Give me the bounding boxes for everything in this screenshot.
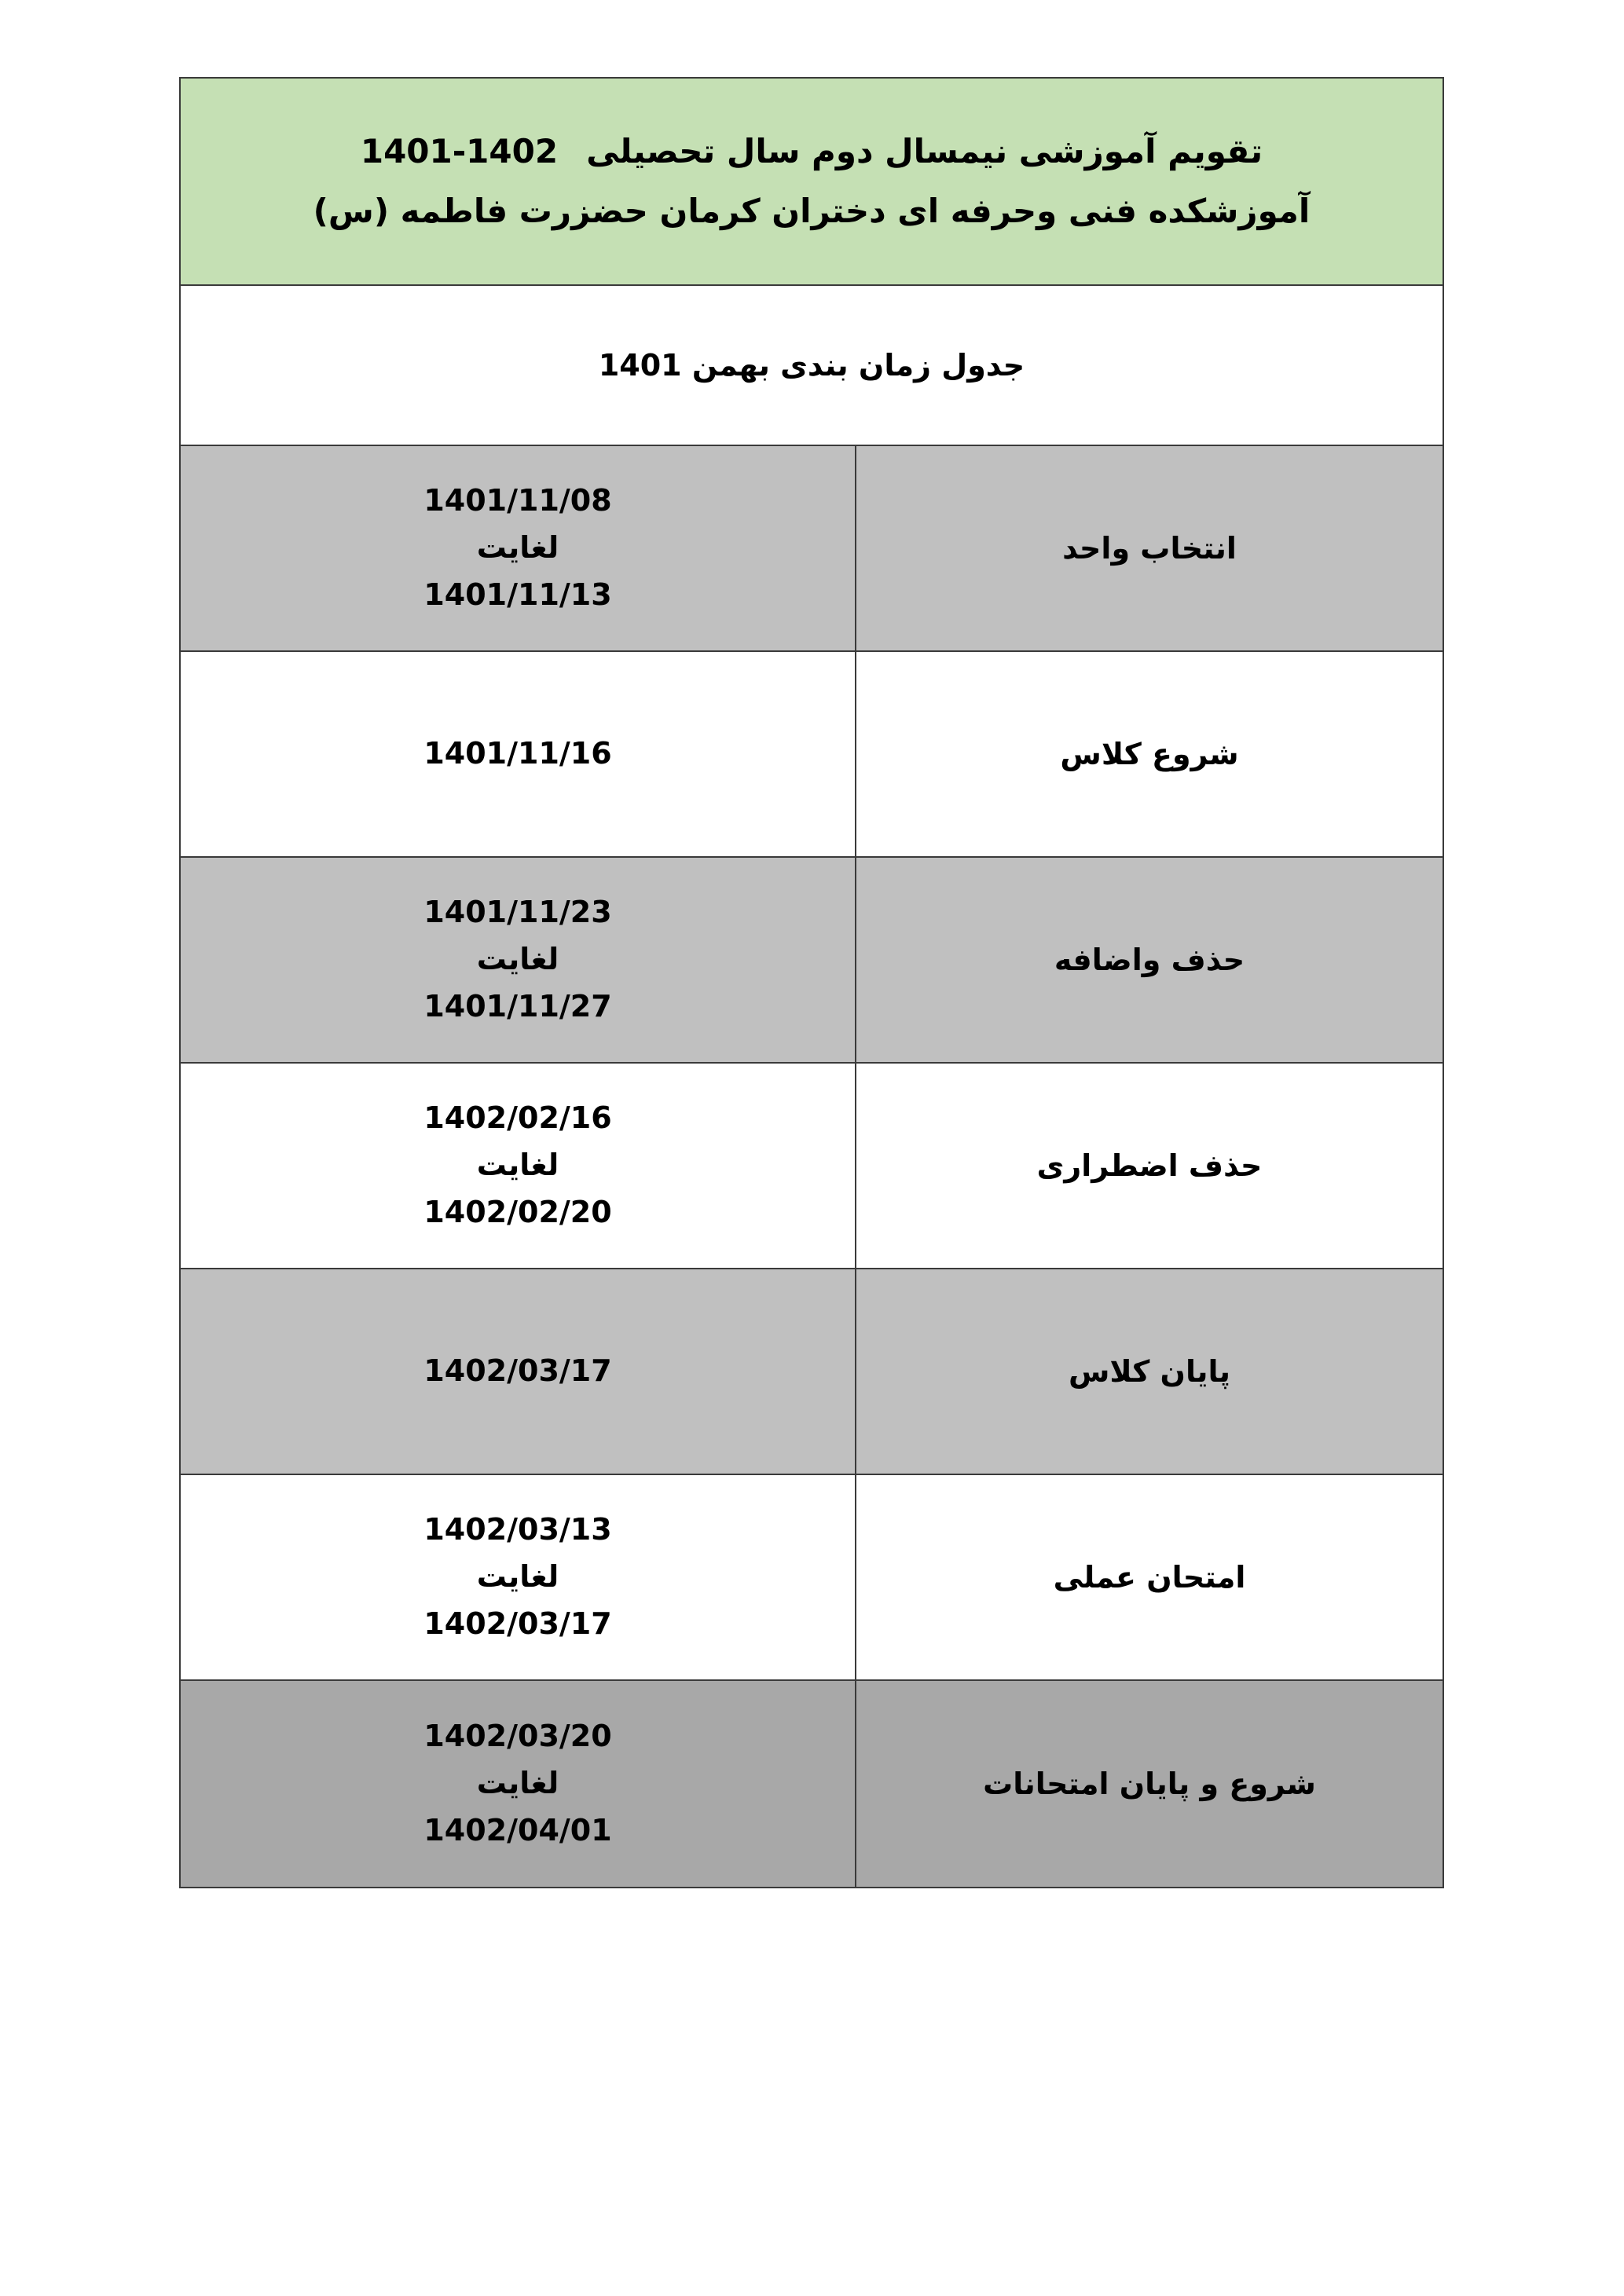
end-date: 1402/04/01 bbox=[423, 1812, 612, 1847]
event-label: انتخاب واحد bbox=[855, 446, 1443, 650]
date-cell bbox=[181, 858, 855, 1062]
date-separator: لغایت bbox=[476, 1559, 559, 1595]
date-separator: لغایت bbox=[476, 530, 559, 566]
date-cell bbox=[181, 1064, 855, 1268]
academic-calendar-table bbox=[179, 77, 1444, 1888]
table-header bbox=[181, 79, 1443, 286]
calendar-title bbox=[361, 132, 1263, 171]
table-row bbox=[181, 1269, 1443, 1475]
event-label: حذف اضطراری bbox=[855, 1064, 1443, 1268]
event-label: حذف واضافه bbox=[855, 858, 1443, 1062]
table-row bbox=[181, 1064, 1443, 1269]
event-label: شروع کلاس bbox=[855, 652, 1443, 856]
table-row bbox=[181, 858, 1443, 1064]
date-separator: لغایت bbox=[476, 1148, 559, 1183]
end-date: 1401/11/27 bbox=[423, 988, 612, 1023]
calendar-title-text: تقویم آموزشی نیمسال دوم سال تحصیلی bbox=[586, 131, 1263, 170]
date-cell bbox=[181, 1475, 855, 1679]
start-date: 1401/11/23 bbox=[423, 895, 612, 930]
start-date: 1402/03/13 bbox=[423, 1512, 612, 1547]
schedule-subtitle: جدول زمان بندی بهمن 1401 bbox=[181, 286, 1443, 446]
event-label: پایان کلاس bbox=[855, 1269, 1443, 1474]
event-label: امتحان عملی bbox=[855, 1475, 1443, 1679]
end-date: 1402/02/20 bbox=[423, 1194, 612, 1229]
start-date: 1402/03/17 bbox=[423, 1353, 612, 1389]
date-separator: لغایت bbox=[476, 942, 559, 977]
date-cell bbox=[181, 652, 855, 856]
table-row bbox=[181, 1475, 1443, 1681]
academic-year: 1401-1402 bbox=[360, 131, 559, 170]
table-row bbox=[181, 652, 1443, 858]
date-cell bbox=[181, 446, 855, 650]
end-date: 1402/03/17 bbox=[423, 1606, 612, 1641]
table-row bbox=[181, 1681, 1443, 1887]
table-row bbox=[181, 446, 1443, 652]
date-cell bbox=[181, 1681, 855, 1887]
start-date: 1402/03/20 bbox=[423, 1719, 612, 1754]
end-date: 1401/11/13 bbox=[423, 577, 612, 612]
start-date: 1401/11/08 bbox=[423, 483, 612, 518]
start-date: 1401/11/16 bbox=[423, 736, 612, 771]
date-separator: لغایت bbox=[476, 1766, 559, 1801]
event-label: شروع و پایان امتحانات bbox=[855, 1681, 1443, 1887]
start-date: 1402/02/16 bbox=[423, 1100, 612, 1136]
date-cell bbox=[181, 1269, 855, 1474]
institution-name: آموزشکده فنی وحرفه ای دختران کرمان حضزرت فاطمه (س) bbox=[313, 192, 1311, 230]
